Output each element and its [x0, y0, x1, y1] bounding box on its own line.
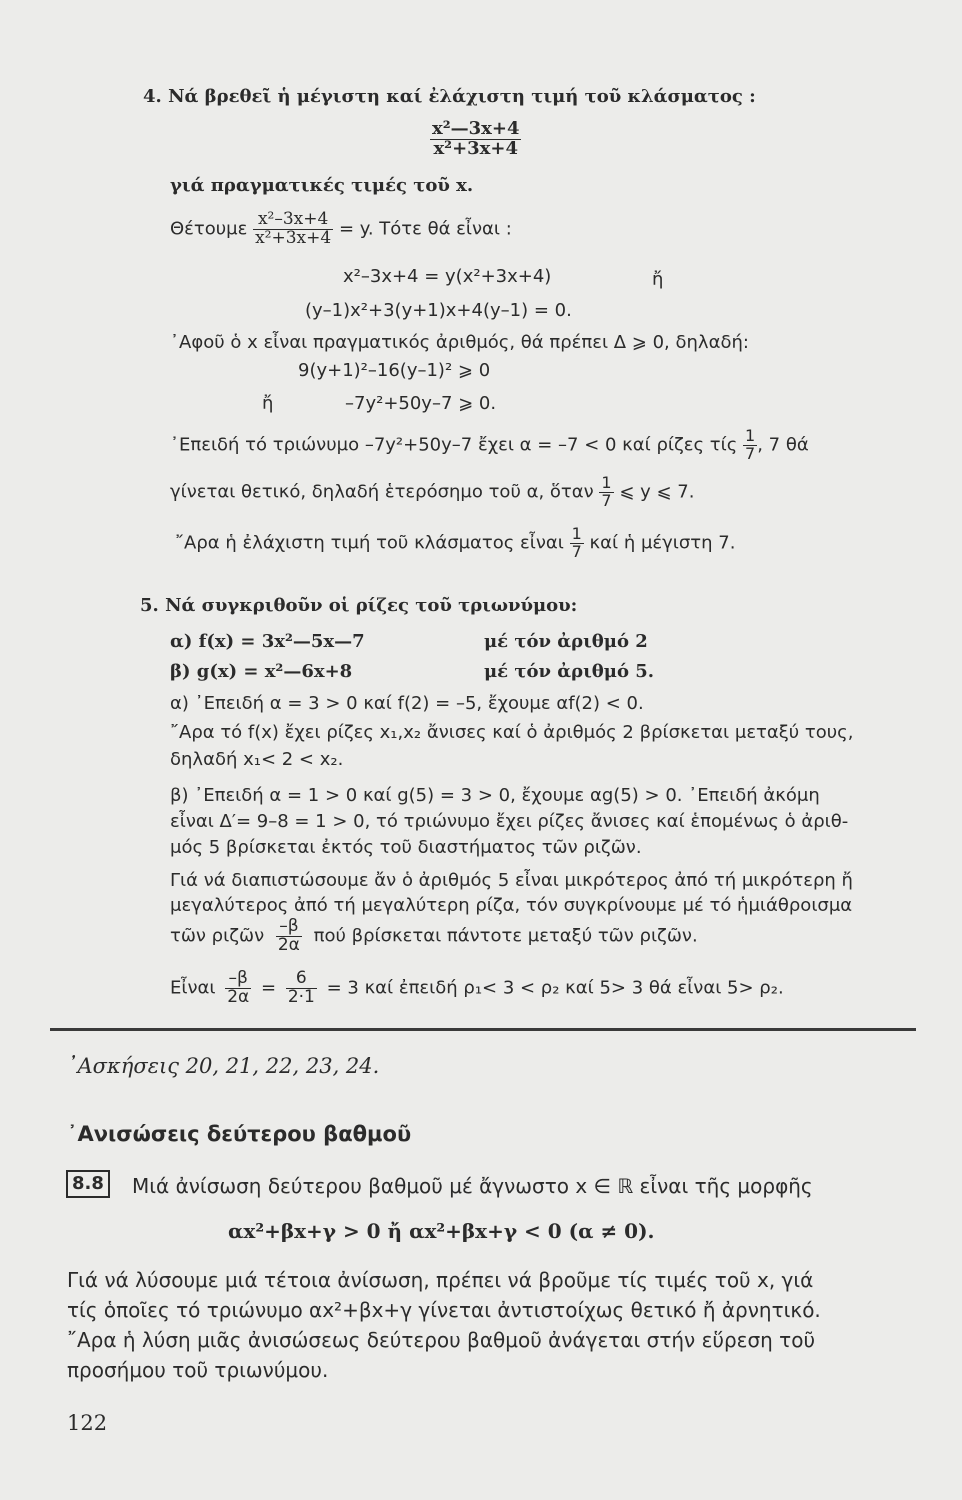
equation-1-or: ἤ: [652, 269, 664, 290]
trinomial-text: ᾿Επειδή τό τριώνυμο –7y²+50y–7 ἔχει α = –7 < 0 καί ρίζες τίς: [170, 434, 738, 456]
final-frac2-num: 6: [295, 968, 307, 988]
positive-frac-den: 7: [601, 490, 612, 510]
comparison-1: Γιά νά διαπιστώσουμε ἄν ὁ ἀριθμός 5 εἶναι μικρότερος ἀπό τή μικρότερη ἤ: [170, 870, 853, 891]
exercise-number: 4.: [143, 86, 162, 107]
set-label: Θέτουμε: [170, 218, 248, 240]
discriminant-condition: ᾿Αφοῦ ὁ x εἶναι πραγματικός ἀριθμός, θά πρέπει Δ ⩾ 0, δηλαδή:: [170, 332, 749, 353]
exercise-number: 5.: [140, 595, 159, 616]
section-title: ᾿Ανισώσεις δεύτερου βαθμοῦ: [67, 1122, 412, 1146]
root-frac-num: 1: [745, 426, 756, 445]
equation-2: (y–1)x²+3(y+1)x+4(y–1) = 0.: [305, 300, 572, 321]
min-frac-den: 7: [571, 541, 582, 561]
comparison-2: μεγαλύτερος ἀπό τή μεγαλύτερη ρίζα, τόν συγκρίνουμε μέ τό ἡμιάθροισμα: [170, 895, 853, 916]
fraction-denominator: x²+3x+4: [430, 139, 521, 159]
part-b-compare: μέ τόν ἀριθμό 5.: [484, 661, 655, 682]
part-a-solution-1: α) ᾿Επειδή α = 3 > 0 καί f(2) = –5, ἔχουμε αf(2) < 0.: [170, 693, 644, 714]
set-numerator: x²–3x+4: [257, 209, 329, 229]
min-frac-num: 1: [571, 524, 582, 543]
final-frac2-den: 2·1: [287, 986, 315, 1007]
part-a-definition: α) f(x) = 3x²—5x—7: [170, 631, 365, 652]
exercise-title-text: Νά βρεθεῖ ἡ μέγιστη καί ἐλάχιστη τιμή τοῦ κλάσματος :: [168, 86, 756, 107]
inequality-1: 9(y+1)²–16(y–1)² ⩾ 0: [298, 360, 491, 381]
part-a-solution-3: δηλαδή x₁< 2 < x₂.: [170, 749, 344, 770]
final-lead: Εἶναι: [170, 977, 216, 999]
paragraph-line-3: ῎Αρα ἡ λύση μιᾶς ἀνισώσεως δεύτερου βαθμοῦ ἀνάγεται στήν εὕρεση τοῦ: [67, 1328, 816, 1352]
final-frac1-den: 2α: [227, 986, 250, 1007]
section-number-box: 8.8: [66, 1170, 110, 1198]
half-sum-end: πού βρίσκεται πάντοτε μεταξύ τῶν ριζῶν.: [313, 925, 698, 947]
final-comparison-line: [170, 970, 784, 1007]
section-divider: [50, 1028, 916, 1031]
page-number: 122: [67, 1411, 108, 1435]
final-end: = 3 καί ἐπειδή ρ₁< 3 < ρ₂ καί 5> 3 θά εἶναι 5> ρ₂.: [326, 977, 784, 999]
for-real-values: γιά πραγματικές τιμές τοῦ x.: [170, 175, 474, 196]
part-a-compare: μέ τόν ἀριθμό 2: [484, 631, 648, 652]
part-a-solution-2: ῎Αρα τό f(x) ἔχει ρίζες x₁,x₂ ἄνισες καί ὁ ἀριθμός 2 βρίσκεται μεταξύ τους,: [170, 722, 854, 743]
inequality-2: –7y²+50y–7 ⩾ 0.: [345, 393, 497, 414]
exercise-5-title: [140, 597, 577, 615]
final-eq: =: [260, 977, 277, 999]
exercises-reference: ᾿Ασκήσεις 20, 21, 22, 23, 24.: [67, 1054, 380, 1078]
positive-end: ⩽ y ⩽ 7.: [619, 481, 695, 503]
paragraph-line-2: τίς ὁποῖες τό τριώνυμο αx²+βx+γ γίνεται ἀντιστοίχως θετικό ἤ ἀρνητικό.: [67, 1298, 821, 1322]
trinomial-end: , 7 θά: [757, 434, 809, 456]
final-frac1-num: –β: [228, 968, 248, 988]
min-max-conclusion: [175, 526, 735, 561]
min-text: ῎Αρα ἡ ἐλάχιστη τιμή τοῦ κλάσματος εἶναι: [175, 532, 564, 554]
half-sum-num: –β: [279, 916, 299, 936]
fraction-numerator: x²—3x+4: [432, 118, 520, 139]
positive-text: γίνεται θετικό, δηλαδή ἑτερόσημο τοῦ α, ὅταν: [170, 481, 594, 503]
half-sum-lead: τῶν ριζῶν: [170, 925, 265, 947]
half-sum-den: 2α: [277, 934, 300, 955]
equation-1: x²–3x+4 = y(x²+3x+4): [343, 266, 552, 287]
set-denominator: x²+3x+4: [255, 227, 332, 248]
set-rest: = y. Τότε θά εἶναι :: [338, 218, 512, 240]
section-8-8-line-1: Μιά ἀνίσωση δεύτερου βαθμοῦ μέ ἄγνωστο x ∈ ℝ εἶναι τῆς μορφῆς: [132, 1174, 813, 1198]
positive-when-line: [170, 475, 694, 510]
paragraph-line-1: Γιά νά λύσουμε μιά τέτοια ἀνίσωση, πρέπει νά βροῦμε τίς τιμές τοῦ x, γιά: [67, 1268, 814, 1292]
half-sum-line: [170, 918, 698, 955]
positive-frac-num: 1: [601, 473, 612, 492]
quadratic-inequality-formula: αx²+βx+γ > 0 ἤ αx²+βx+γ < 0 (α ≠ 0).: [228, 1219, 655, 1243]
exercise-4-title: [143, 88, 756, 106]
part-b-solution-1: β) ᾿Επειδή α = 1 > 0 καί g(5) = 3 > 0, ἔχουμε αg(5) > 0. ᾿Επειδή ἀκόμη: [170, 785, 820, 806]
root-frac-den: 7: [745, 443, 756, 463]
substitution-line: [170, 211, 512, 248]
main-fraction: [430, 120, 521, 159]
part-b-definition: β) g(x) = x²—6x+8: [170, 661, 353, 682]
min-end: καί ἡ μέγιστη 7.: [589, 532, 736, 554]
part-b-solution-2: εἶναι Δ′= 9–8 = 1 > 0, τό τριώνυμο ἔχει ρίζες ἄνισες καί ἑπομένως ὁ ἀριθ-: [170, 811, 849, 832]
part-b-solution-3: μός 5 βρίσκεται ἐκτός τοῦ διαστήματος τῶν ριζῶν.: [170, 837, 642, 858]
trinomial-roots-line: [170, 428, 809, 463]
exercise-title-text: Νά συγκριθοῦν οἱ ρίζες τοῦ τριωνύμου:: [165, 595, 578, 616]
inequality-2-or: ἤ: [262, 393, 274, 414]
paragraph-line-4: προσήμου τοῦ τριωνύμου.: [67, 1358, 329, 1382]
